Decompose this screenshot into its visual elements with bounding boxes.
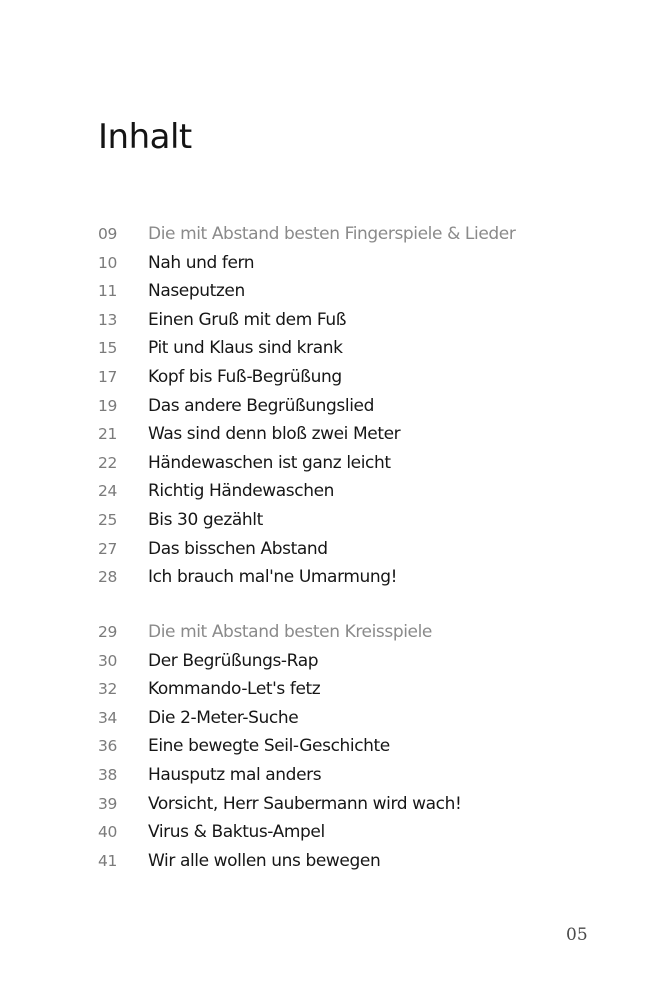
toc-entry-title: Eine bewegte Seil-Geschichte — [148, 736, 390, 757]
toc-entry[interactable] — [98, 424, 618, 453]
toc-section-title: Die mit Abstand besten Kreisspiele — [148, 622, 432, 642]
toc-page-number: 15 — [98, 339, 117, 358]
toc-entry-title: Die 2-Meter-Suche — [148, 707, 299, 728]
toc-entry[interactable] — [98, 281, 618, 310]
toc-entry[interactable] — [98, 453, 618, 482]
toc-entry[interactable] — [98, 338, 618, 367]
toc-entry-title: Das bisschen Abstand — [148, 538, 328, 559]
toc-entry-title: Der Begrüßungs-Rap — [148, 650, 319, 671]
toc-entry-title: Naseputzen — [148, 281, 245, 302]
toc-page-number: 32 — [98, 680, 117, 699]
toc-entry-title: Kommando-Let's fetz — [148, 679, 321, 700]
toc-page-number: 34 — [98, 708, 117, 727]
toc-entry-title: Einen Gruß mit dem Fuß — [148, 309, 347, 330]
toc-entry[interactable] — [98, 253, 618, 282]
toc-section-fingerspiele — [98, 224, 618, 596]
toc-page-number: 22 — [98, 453, 117, 472]
toc-entry[interactable] — [98, 765, 618, 794]
toc-entry[interactable] — [98, 481, 618, 510]
toc-page-number: 38 — [98, 765, 117, 784]
toc-entry-title: Hausputz mal anders — [148, 764, 322, 785]
toc-page-number: 24 — [98, 482, 117, 501]
toc-page-number: 25 — [98, 510, 117, 529]
toc-page-number: 28 — [98, 568, 117, 587]
toc-entry[interactable] — [98, 510, 618, 539]
toc-page-number: 29 — [98, 623, 117, 641]
toc-page-number: 36 — [98, 737, 117, 756]
toc-page-number: 30 — [98, 651, 117, 670]
toc-entry[interactable] — [98, 367, 618, 396]
toc-entry-title: Pit und Klaus sind krank — [148, 338, 343, 359]
toc-entry[interactable] — [98, 708, 618, 737]
toc-entry-title: Kopf bis Fuß-Begrüßung — [148, 366, 342, 387]
toc-section-heading[interactable] — [98, 622, 618, 651]
toc-page-number: 21 — [98, 425, 117, 444]
toc-page-number: 11 — [98, 282, 117, 301]
toc-entry[interactable] — [98, 679, 618, 708]
toc-entry[interactable] — [98, 567, 618, 596]
toc-entry[interactable] — [98, 736, 618, 765]
toc-entry-title: Ich brauch mal'ne Umarmung! — [148, 567, 398, 588]
toc-entry[interactable] — [98, 851, 618, 880]
toc-entry-title: Wir alle wollen uns bewegen — [148, 850, 381, 871]
toc-entry-title: Richtig Händewaschen — [148, 481, 334, 502]
page-number: 05 — [566, 925, 588, 945]
toc-entry[interactable] — [98, 822, 618, 851]
toc-page-number: 09 — [98, 225, 117, 243]
toc-entry[interactable] — [98, 539, 618, 568]
toc-entry[interactable] — [98, 794, 618, 823]
toc-entry-title: Bis 30 gezählt — [148, 509, 263, 530]
toc-entry[interactable] — [98, 396, 618, 425]
toc-entry-title: Händewaschen ist ganz leicht — [148, 452, 391, 473]
toc-section-title: Die mit Abstand besten Fingerspiele & Lieder — [148, 224, 516, 244]
toc-entry-title: Virus & Baktus-Ampel — [148, 822, 325, 843]
toc-page-number: 40 — [98, 823, 117, 842]
toc-entry[interactable] — [98, 651, 618, 680]
toc-entry[interactable] — [98, 310, 618, 339]
toc-entry-title: Was sind denn bloß zwei Meter — [148, 424, 401, 445]
toc-page-number: 17 — [98, 367, 117, 386]
toc-section-kreisspiele — [98, 622, 618, 879]
toc-page-number: 39 — [98, 794, 117, 813]
toc-page-number: 10 — [98, 253, 117, 272]
toc-page-number: 27 — [98, 539, 117, 558]
toc-entry-title: Nah und fern — [148, 252, 255, 273]
toc-page-number: 19 — [98, 396, 117, 415]
toc-page-number: 13 — [98, 310, 117, 329]
toc-page-number: 41 — [98, 851, 117, 870]
toc-section-heading[interactable] — [98, 224, 618, 253]
toc-entry-title: Das andere Begrüßungslied — [148, 395, 374, 416]
toc-entry-title: Vorsicht, Herr Saubermann wird wach! — [148, 793, 462, 814]
page-title: Inhalt — [98, 117, 192, 157]
